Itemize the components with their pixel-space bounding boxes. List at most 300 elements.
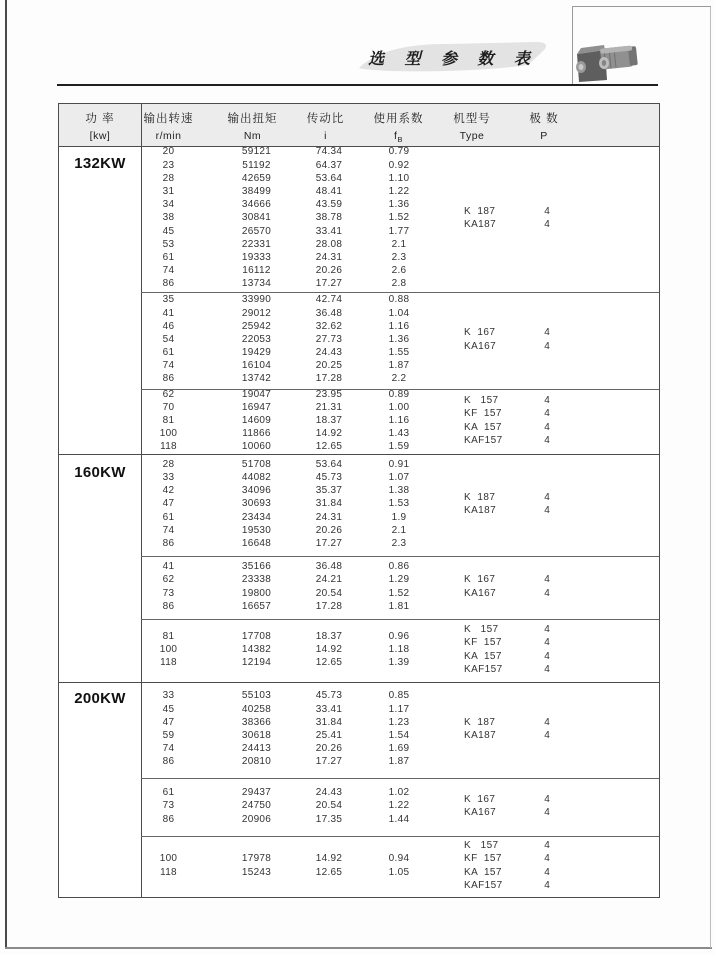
cell-speed: 118 [160, 657, 177, 669]
table-row [141, 334, 441, 347]
cell-torque: 34096 [241, 485, 272, 497]
cell-speed: 86 [162, 756, 175, 768]
cell-model-type: K 167 [464, 574, 496, 585]
cell-factor: 0.85 [388, 690, 410, 702]
table-row [141, 853, 441, 866]
cell-factor: 0.96 [388, 630, 410, 642]
cell-poles: 4 [544, 205, 550, 217]
cell-torque: 17708 [241, 630, 272, 642]
table-row [141, 787, 441, 800]
cell-factor: 1.69 [388, 743, 410, 755]
power-group-label: 132KW [74, 155, 126, 172]
table-row [141, 160, 441, 173]
type-list [464, 146, 658, 292]
data-block [141, 292, 658, 389]
cell-model-type: KA167 [464, 587, 497, 599]
data-block [141, 778, 658, 836]
value-rows [141, 454, 441, 556]
table-row [141, 561, 441, 574]
cell-ratio: 53.64 [315, 458, 343, 470]
type-row [464, 853, 658, 867]
cell-speed: 61 [162, 251, 175, 263]
cell-model-type: KA167 [464, 807, 497, 818]
selection-parameter-table [58, 103, 660, 898]
cell-ratio: 48.41 [315, 186, 343, 198]
type-row [464, 717, 658, 731]
cell-torque: 20906 [241, 813, 272, 825]
cell-speed: 81 [162, 630, 175, 642]
cell-speed: 86 [162, 278, 175, 290]
cell-torque: 55103 [241, 690, 272, 702]
cell-ratio: 31.84 [315, 498, 343, 510]
cell-torque: 20810 [241, 756, 272, 768]
cell-torque: 19800 [241, 587, 272, 599]
cell-ratio: 20.26 [315, 524, 343, 536]
data-block [141, 454, 658, 556]
col-header-power: 功 率 [kw] [85, 113, 115, 142]
cell-torque: 29012 [241, 307, 272, 319]
cell-torque: 38499 [241, 186, 272, 198]
cell-model-type: K 167 [464, 793, 496, 805]
table-row [141, 588, 441, 601]
cell-poles: 4 [544, 866, 550, 878]
cell-speed: 81 [162, 414, 175, 426]
cell-torque: 15243 [241, 866, 272, 878]
cell-speed: 86 [162, 537, 175, 549]
type-row [464, 492, 658, 506]
header-box-top-line [572, 6, 711, 7]
cell-ratio: 45.73 [315, 690, 343, 702]
cell-speed: 38 [162, 212, 175, 224]
cell-ratio: 64.37 [315, 159, 343, 171]
cell-ratio: 32.62 [315, 320, 343, 332]
type-row [464, 327, 658, 341]
cell-factor: 1.16 [388, 320, 410, 332]
cell-torque: 30693 [241, 498, 272, 510]
type-list [464, 619, 658, 682]
cell-torque: 30618 [241, 730, 272, 741]
page-border-right [710, 6, 711, 948]
cell-factor: 1.59 [388, 441, 410, 453]
table-row [141, 389, 441, 402]
cell-ratio: 27.73 [315, 333, 343, 345]
cell-speed: 28 [162, 458, 175, 470]
cell-speed: 74 [162, 743, 175, 755]
cell-ratio: 24.31 [315, 511, 343, 523]
cell-factor: 1.22 [388, 186, 410, 198]
table-row [141, 498, 441, 511]
table-row [141, 631, 441, 644]
cell-factor: 2.3 [391, 251, 407, 263]
col-header-service-factor: 使用系数 $f_B$ [373, 113, 424, 145]
cell-factor: 2.8 [391, 278, 407, 290]
cell-model-type: KA187 [464, 730, 497, 741]
cell-ratio: 21.31 [315, 401, 343, 413]
cell-factor: 2.6 [391, 265, 407, 277]
cell-ratio: 20.54 [315, 587, 343, 599]
cell-torque: 19333 [241, 251, 272, 263]
cell-ratio: 20.26 [315, 265, 343, 277]
table-row [141, 294, 441, 307]
cell-torque: 33990 [241, 294, 272, 306]
cell-speed: 70 [162, 401, 175, 413]
cell-ratio: 18.37 [315, 414, 343, 426]
cell-speed: 61 [162, 787, 175, 799]
cell-poles: 4 [544, 716, 550, 728]
cell-model-type: KA167 [464, 340, 497, 352]
data-block [141, 836, 658, 897]
table-row [141, 415, 441, 428]
cell-ratio: 45.73 [315, 472, 343, 484]
cell-ratio: 36.48 [315, 307, 343, 319]
type-row [464, 574, 658, 588]
cell-ratio: 24.31 [315, 251, 343, 263]
cell-factor: 1.77 [388, 225, 410, 237]
cell-ratio: 31.84 [315, 716, 343, 728]
cell-factor: 1.04 [388, 307, 410, 319]
cell-speed: 47 [162, 716, 175, 728]
cell-poles: 4 [544, 793, 550, 805]
cell-torque: 42659 [241, 172, 272, 184]
cell-speed: 73 [162, 587, 175, 599]
table-row [141, 173, 441, 186]
cell-speed: 86 [162, 600, 175, 612]
table-row [141, 538, 441, 551]
cell-ratio: 35.37 [315, 485, 343, 497]
cell-torque: 16648 [241, 537, 272, 549]
cell-ratio: 17.28 [315, 600, 343, 612]
cell-model-type: K 187 [464, 491, 496, 503]
cell-torque: 35166 [241, 561, 272, 573]
cell-torque: 19429 [241, 347, 272, 359]
cell-poles: 4 [544, 435, 550, 446]
cell-factor: 2.3 [391, 537, 407, 549]
cell-speed: 53 [162, 238, 175, 250]
table-row [141, 730, 441, 743]
value-rows [141, 389, 441, 454]
cell-factor: 1.39 [388, 657, 410, 669]
cell-torque: 16104 [241, 360, 272, 372]
cell-factor: 1.16 [388, 414, 410, 426]
header-rule [57, 84, 658, 86]
col-header-poles: 极 数 P [529, 113, 559, 142]
cell-torque: 24413 [241, 743, 272, 755]
type-row [464, 408, 658, 422]
power-group-label: 200KW [74, 690, 126, 707]
cell-speed: 47 [162, 498, 175, 510]
gear-motor-photo [571, 36, 643, 84]
table-row [141, 867, 441, 880]
cell-speed: 45 [162, 703, 175, 715]
table-row [141, 690, 441, 703]
cell-torque: 26570 [241, 225, 272, 237]
cell-poles: 4 [544, 853, 550, 864]
cell-poles: 4 [544, 587, 550, 599]
cell-ratio: 20.54 [315, 800, 343, 812]
cell-ratio: 18.37 [315, 630, 343, 642]
col-header-output-torque: 输出扭矩 Nm [227, 113, 278, 142]
table-row [141, 265, 441, 278]
cell-model-type: K 187 [464, 205, 496, 217]
cell-ratio: 43.59 [315, 199, 343, 211]
cell-model-type: KAF157 [464, 435, 503, 446]
cell-ratio: 38.78 [315, 212, 343, 224]
cell-poles: 4 [544, 491, 550, 503]
cell-speed: 45 [162, 225, 175, 237]
cell-model-type: KA 157 [464, 866, 502, 878]
type-row [464, 206, 658, 220]
cell-speed: 100 [159, 428, 178, 440]
cell-model-type: KF 157 [464, 408, 502, 419]
table-row [141, 252, 441, 265]
cell-factor: 2.1 [391, 238, 407, 250]
cell-factor: 1.52 [388, 212, 410, 224]
cell-poles: 4 [544, 730, 550, 741]
cell-model-type: K 167 [464, 327, 496, 338]
cell-factor: 1.22 [388, 800, 410, 812]
type-row [464, 880, 658, 894]
col-header-ratio: 传动比 i [306, 113, 345, 142]
type-row [464, 341, 658, 355]
cell-torque: 22053 [241, 333, 272, 345]
cell-model-type: KF 157 [464, 637, 502, 648]
table-row [141, 360, 441, 373]
cell-speed: 118 [160, 441, 177, 453]
table-row [141, 199, 441, 212]
table-row [141, 704, 441, 717]
cell-ratio: 24.21 [315, 574, 343, 586]
cell-ratio: 12.65 [315, 866, 343, 878]
cell-model-type: KAF157 [464, 664, 503, 675]
table-header-row [59, 104, 659, 147]
cell-factor: 1.38 [388, 485, 410, 497]
cell-ratio: 33.41 [315, 703, 343, 715]
col-header-model-type: 机型号 Type [453, 113, 491, 142]
cell-factor: 0.91 [388, 458, 410, 470]
cell-speed: 31 [162, 186, 175, 198]
col-header-output-speed: 输出转速 r/min [143, 113, 194, 142]
cell-model-type: KA 157 [464, 650, 502, 662]
cell-torque: 25942 [241, 320, 272, 332]
value-rows [141, 292, 441, 389]
cell-factor: 1.81 [388, 600, 410, 612]
cell-torque: 40258 [241, 703, 272, 715]
table-row [141, 441, 441, 454]
cell-ratio: 24.43 [315, 347, 343, 359]
cell-speed: 41 [162, 307, 175, 319]
data-block [141, 619, 658, 682]
type-list [464, 682, 658, 778]
cell-torque: 19530 [241, 524, 272, 536]
cell-speed: 59 [162, 730, 175, 741]
cell-ratio: 14.92 [315, 853, 343, 865]
data-block [141, 389, 658, 454]
table-row [141, 402, 441, 415]
cell-torque: 11866 [242, 428, 271, 440]
table-row [141, 644, 441, 657]
cell-poles: 4 [544, 219, 550, 230]
cell-torque: 34666 [241, 199, 272, 211]
cell-model-type: K 157 [464, 394, 499, 406]
cell-ratio: 28.08 [315, 238, 343, 250]
table-row [141, 525, 441, 538]
cell-factor: 1.23 [388, 716, 410, 728]
cell-factor: 1.36 [388, 199, 410, 211]
cell-factor: 1.44 [388, 813, 410, 825]
cell-torque: 59121 [241, 146, 272, 158]
cell-speed: 86 [162, 373, 175, 385]
cell-factor: 1.17 [388, 703, 410, 715]
cell-speed: 86 [162, 813, 175, 825]
cell-poles: 4 [544, 623, 550, 635]
cell-factor: 1.53 [388, 498, 410, 510]
table-row [141, 459, 441, 472]
cell-ratio: 17.27 [315, 756, 343, 768]
cell-speed: 118 [160, 866, 177, 878]
cell-factor: 1.52 [388, 587, 410, 599]
cell-torque: 14382 [241, 643, 272, 655]
cell-ratio: 14.92 [315, 643, 343, 655]
cell-torque: 51192 [242, 159, 271, 171]
table-row [141, 278, 441, 291]
table-row [141, 485, 441, 498]
cell-factor: 1.36 [388, 333, 410, 345]
value-rows [141, 682, 441, 778]
cell-factor: 1.54 [388, 730, 410, 741]
table-row [141, 601, 441, 614]
table-row [141, 743, 441, 756]
type-row [464, 794, 658, 808]
cell-poles: 4 [544, 505, 550, 516]
cell-ratio: 12.65 [315, 441, 343, 453]
type-list [464, 389, 658, 454]
table-row [141, 800, 441, 813]
cell-speed: 42 [162, 485, 175, 497]
cell-torque: 16112 [242, 265, 271, 277]
value-rows [141, 619, 441, 682]
cell-poles: 4 [544, 394, 550, 406]
cell-torque: 19047 [241, 388, 272, 400]
cell-torque: 17978 [241, 853, 272, 865]
cell-speed: 62 [162, 388, 175, 400]
cell-speed: 100 [159, 853, 178, 865]
cell-factor: 1.00 [388, 401, 410, 413]
cell-speed: 54 [162, 333, 175, 345]
cell-ratio: 14.92 [315, 428, 343, 440]
type-row [464, 219, 658, 233]
page-title: 选 型 参 数 表 [368, 51, 538, 68]
cell-ratio: 23.95 [315, 388, 343, 400]
cell-ratio: 17.35 [315, 813, 343, 825]
type-row [464, 840, 658, 854]
cell-poles: 4 [544, 340, 550, 352]
cell-model-type: KF 157 [464, 853, 502, 864]
table-row [141, 717, 441, 730]
type-row [464, 807, 658, 821]
table-row [141, 226, 441, 239]
cell-speed: 23 [162, 159, 175, 171]
type-row [464, 867, 658, 881]
value-rows [141, 146, 441, 292]
table-row [141, 146, 441, 159]
cell-factor: 0.86 [388, 561, 410, 573]
cell-speed: 33 [162, 472, 175, 484]
type-list [464, 836, 658, 897]
table-row [141, 186, 441, 199]
cell-factor: 1.10 [388, 172, 410, 184]
cell-factor: 0.88 [388, 294, 410, 306]
cell-factor: 2.1 [391, 524, 407, 536]
cell-model-type: KA187 [464, 505, 497, 516]
type-row [464, 505, 658, 519]
cell-torque: 16657 [241, 600, 272, 612]
cell-ratio: 20.25 [315, 360, 343, 372]
cell-torque: 30841 [241, 212, 272, 224]
value-rows [141, 778, 441, 836]
cell-model-type: K 187 [464, 716, 496, 728]
cell-model-type: KA 157 [464, 421, 502, 433]
cell-poles: 4 [544, 637, 550, 648]
table-row [141, 212, 441, 225]
type-row [464, 637, 658, 651]
type-row [464, 730, 658, 744]
cell-factor: 2.2 [391, 373, 407, 385]
table-row [141, 574, 441, 587]
data-block [141, 682, 658, 778]
cell-torque: 13742 [241, 373, 272, 385]
cell-factor: 1.55 [388, 347, 410, 359]
type-row [464, 624, 658, 638]
table-row [141, 347, 441, 360]
table-row [141, 373, 441, 386]
cell-torque: 24750 [241, 800, 272, 812]
cell-speed: 41 [162, 561, 175, 573]
cell-poles: 4 [544, 664, 550, 675]
cell-model-type: KA187 [464, 219, 497, 230]
type-list [464, 556, 658, 619]
cell-torque: 23434 [241, 511, 272, 523]
cell-poles: 4 [544, 839, 550, 851]
table-row [141, 512, 441, 525]
table-row [141, 814, 441, 827]
cell-speed: 61 [162, 511, 175, 523]
cell-factor: 0.89 [388, 388, 410, 400]
table-row [141, 657, 441, 670]
cell-speed: 100 [159, 643, 178, 655]
cell-ratio: 33.41 [315, 225, 343, 237]
cell-factor: 1.07 [388, 472, 410, 484]
cell-speed: 46 [162, 320, 175, 332]
type-row [464, 435, 658, 449]
type-row [464, 422, 658, 436]
cell-speed: 33 [162, 690, 175, 702]
table-row [141, 239, 441, 252]
type-row [464, 664, 658, 678]
cell-torque: 14609 [241, 414, 272, 426]
cell-ratio: 20.26 [315, 743, 343, 755]
cell-model-type: K 157 [464, 839, 499, 851]
type-list [464, 292, 658, 389]
cell-torque: 23338 [241, 574, 272, 586]
cell-speed: 20 [162, 146, 175, 158]
type-list [464, 454, 658, 556]
cell-ratio: 74.34 [315, 146, 343, 158]
table-row [141, 321, 441, 334]
cell-ratio: 12.65 [315, 657, 343, 669]
cell-factor: 1.18 [388, 643, 410, 655]
cell-poles: 4 [544, 421, 550, 433]
cell-model-type: KAF157 [464, 880, 503, 891]
